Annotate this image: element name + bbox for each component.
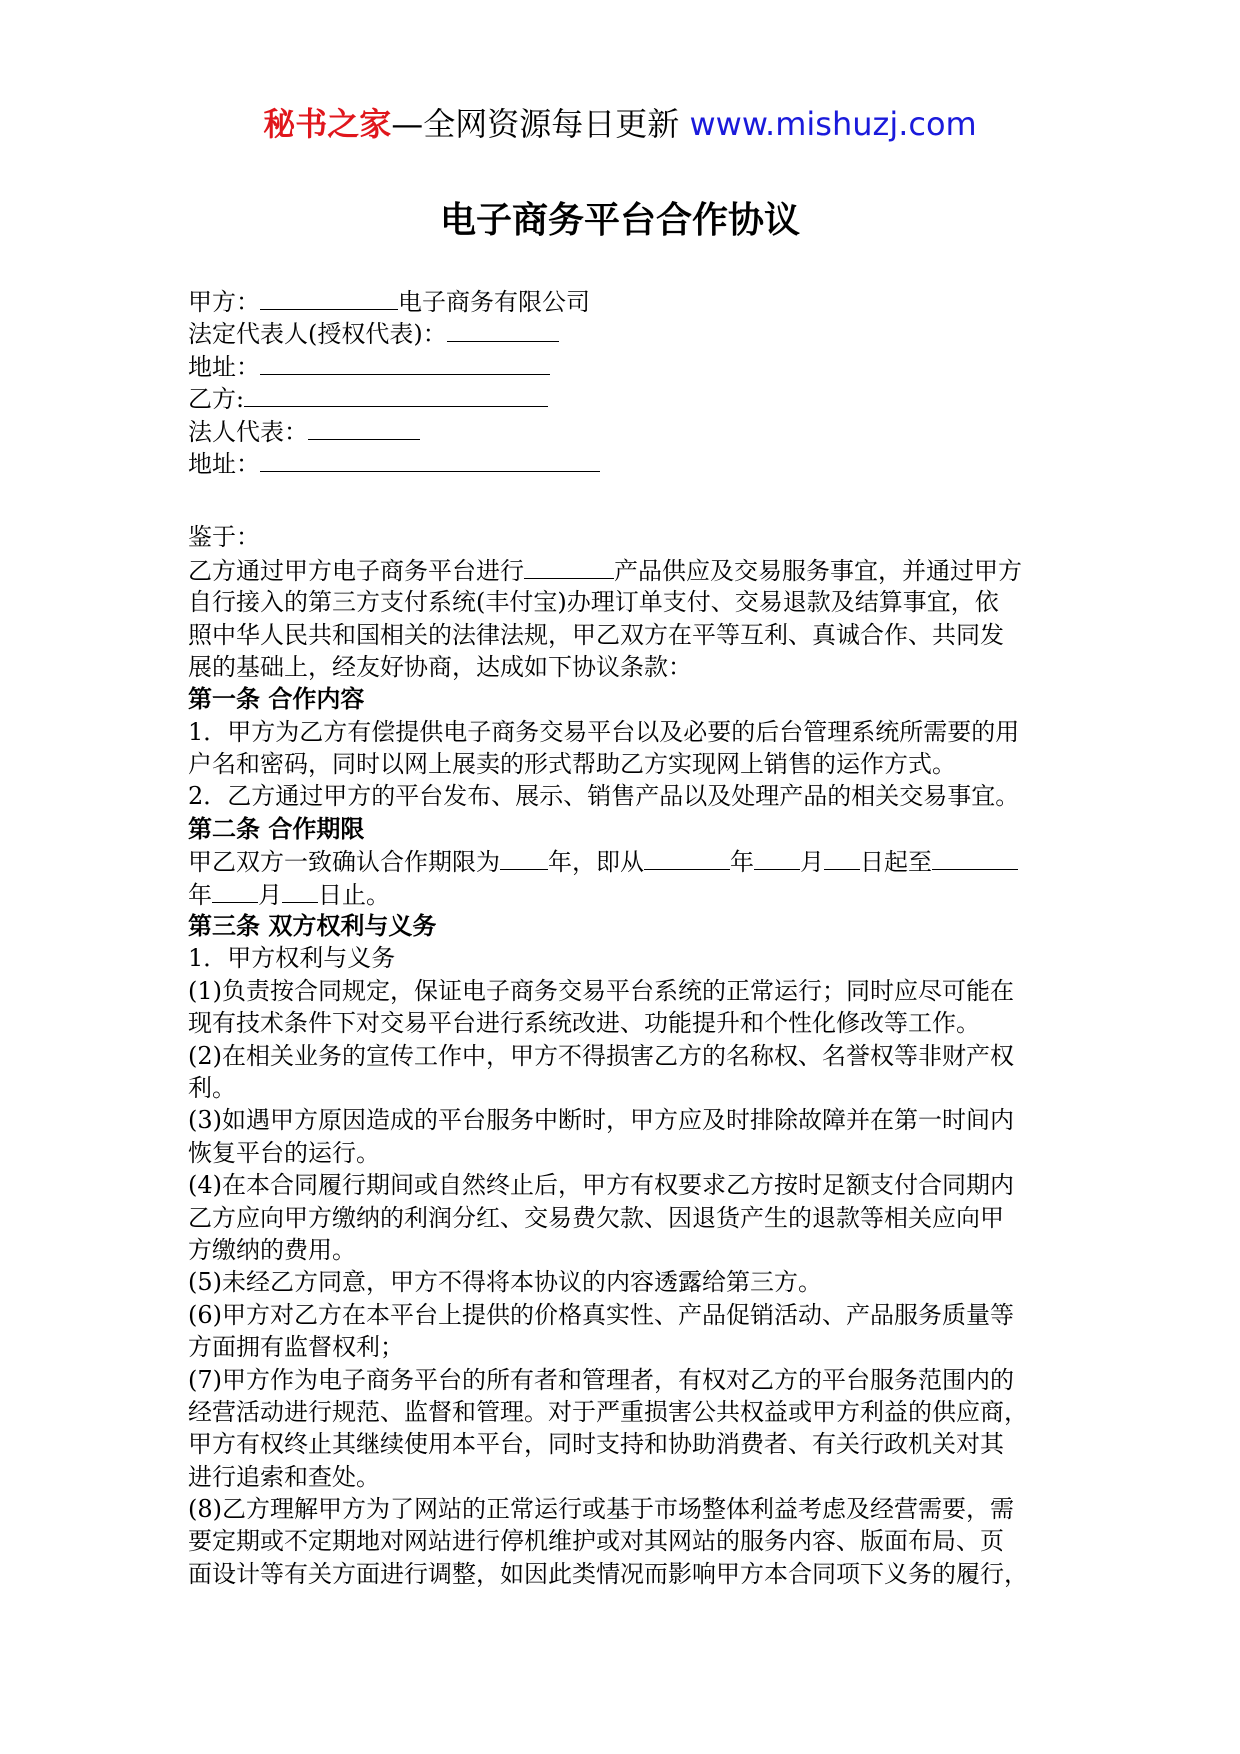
- product-blank: [524, 554, 614, 579]
- address-blank: [260, 350, 550, 375]
- term-years-blank: [500, 845, 548, 870]
- term-text-a: 甲乙双方一致确认合作期限为: [188, 848, 500, 877]
- legal-person-line: [188, 415, 1058, 447]
- address2-line: [188, 447, 1058, 479]
- preamble-label: 鉴于：: [188, 523, 260, 552]
- legal-person-label: 法人代表：: [188, 417, 308, 446]
- party-b-line: [188, 382, 1058, 414]
- article-2-heading: 第二条 合作期限: [188, 814, 365, 843]
- address2-label: 地址：: [188, 449, 260, 478]
- preamble-text-1b: 产品供应及交易服务事宜，并通过甲方: [614, 556, 1022, 585]
- article-3-line: 经营活动进行规范、监督和管理。对于严重损害公共权益或甲方利益的供应商，: [188, 1397, 1028, 1426]
- article-3-line: 甲方有权终止其继续使用本平台，同时支持和协助消费者、有关行政机关对其: [188, 1430, 1004, 1459]
- article-3-line: (8)乙方理解甲方为了网站的正常运行或基于市场整体利益考虑及经营需要，需: [188, 1495, 1014, 1524]
- article-1-line-3: 2．乙方通过甲方的平台发布、展示、销售产品以及处理产品的相关交易事宜。: [188, 782, 1020, 811]
- end-year-blank: [932, 845, 1018, 870]
- party-a-label: 甲方：: [188, 288, 260, 316]
- preamble-text-1a: 乙方通过甲方电子商务平台进行: [188, 556, 524, 585]
- preamble-line-2: 自行接入的第三方支付系统(丰付宝)办理订单支付、交易退款及结算事宜，依: [188, 588, 999, 617]
- term-text-d: 月: [800, 848, 824, 877]
- party-b-blank: [244, 382, 548, 407]
- header-slogan: —全网资源每日更新: [391, 105, 680, 143]
- article-3-heading: 第三条 双方权利与义务: [188, 912, 437, 941]
- article-3-line: 进行追索和查处。: [188, 1462, 380, 1491]
- site-url-link[interactable]: www.mishuzj.com: [689, 105, 977, 143]
- article-2-line-2: [188, 878, 1058, 910]
- article-1-heading: 第一条 合作内容: [188, 685, 365, 714]
- end-month-blank: [212, 878, 258, 903]
- document-body: [188, 285, 1058, 1590]
- article-3-line: 现有技术条件下对交易平台进行系统改进、功能提升和个性化修改等工作。: [188, 1009, 980, 1038]
- term-text-b: 年，即从: [548, 848, 644, 877]
- term-text-c: 年: [730, 848, 754, 877]
- preamble-line-1: [188, 554, 1058, 586]
- party-b-label: 乙方:: [188, 385, 245, 414]
- article-3-line: (6)甲方对乙方在本平台上提供的价格真实性、产品促销活动、产品服务质量等: [188, 1300, 1014, 1329]
- party-a-line: [188, 285, 1058, 317]
- term-text-g: 月: [258, 880, 282, 909]
- article-3-line: 要定期或不定期地对网站进行停机维护或对其网站的服务内容、版面布局、页: [188, 1527, 1004, 1556]
- legal-rep-label: 法定代表人(授权代表)：: [188, 320, 447, 349]
- term-text-e: 日起至: [860, 848, 932, 877]
- legal-rep-line: [188, 317, 1058, 349]
- article-3-line: 方面拥有监督权利；: [188, 1333, 404, 1362]
- start-day-blank: [824, 845, 860, 870]
- article-1-line-1: 1．甲方为乙方有偿提供电子商务交易平台以及必要的后台管理系统所需要的用: [188, 717, 1020, 746]
- start-year-blank: [644, 845, 730, 870]
- article-3-line: 利。: [188, 1073, 236, 1102]
- article-2-line-1: [188, 845, 1058, 877]
- article-3-line: (5)未经乙方同意，甲方不得将本协议的内容透露给第三方。: [188, 1268, 822, 1297]
- preamble-line-4: 展的基础上，经友好协商，达成如下协议条款：: [188, 652, 692, 681]
- brand-name: 秘书之家: [263, 105, 392, 143]
- address-line: [188, 350, 1058, 382]
- party-a-company: 电子商务有限公司: [398, 288, 590, 316]
- legal-rep-blank: [447, 317, 559, 342]
- article-3-line: 面设计等有关方面进行调整，如因此类情况而影响甲方本合同项下义务的履行，: [188, 1559, 1028, 1588]
- term-text-h: 日止。: [318, 880, 390, 909]
- article-3-line: (3)如遇甲方原因造成的平台服务中断时，甲方应及时排除故障并在第一时间内: [188, 1106, 1014, 1135]
- article-3-line: (1)负责按合同规定，保证电子商务交易平台系统的正常运行；同时应尽可能在: [188, 976, 1014, 1005]
- article-3-line: 恢复平台的运行。: [188, 1138, 380, 1167]
- party-a-blank: [260, 285, 398, 310]
- article-3-line: 乙方应向甲方缴纳的利润分红、交易费欠款、因退货产生的退款等相关应向甲: [188, 1203, 1004, 1232]
- article-3-lines: [188, 975, 1058, 1590]
- article-3-line: (2)在相关业务的宣传工作中，甲方不得损害乙方的名称权、名誉权等非财产权: [188, 1041, 1014, 1070]
- document-title: 电子商务平台合作协议: [439, 200, 800, 241]
- article-3-line: (4)在本合同履行期间或自然终止后，甲方有权要求乙方按时足额支付合同期内: [188, 1171, 1014, 1200]
- site-header: [0, 100, 1240, 148]
- article-3-sub-1: 1．甲方权利与义务: [188, 944, 396, 973]
- legal-person-blank: [308, 415, 420, 440]
- article-1-line-2: 户名和密码，同时以网上展卖的形式帮助乙方实现网上销售的运作方式。: [188, 750, 956, 779]
- article-3-line: (7)甲方作为电子商务平台的所有者和管理者，有权对乙方的平台服务范围内的: [188, 1365, 1014, 1394]
- end-day-blank: [282, 878, 318, 903]
- start-month-blank: [754, 845, 800, 870]
- address-label: 地址：: [188, 352, 260, 381]
- preamble-line-3: 照中华人民共和国相关的法律法规，甲乙双方在平等互利、真诚合作、共同发: [188, 620, 1004, 649]
- address2-blank: [260, 447, 600, 472]
- term-text-f: 年: [188, 880, 212, 909]
- article-3-line: 方缴纳的费用。: [188, 1235, 356, 1264]
